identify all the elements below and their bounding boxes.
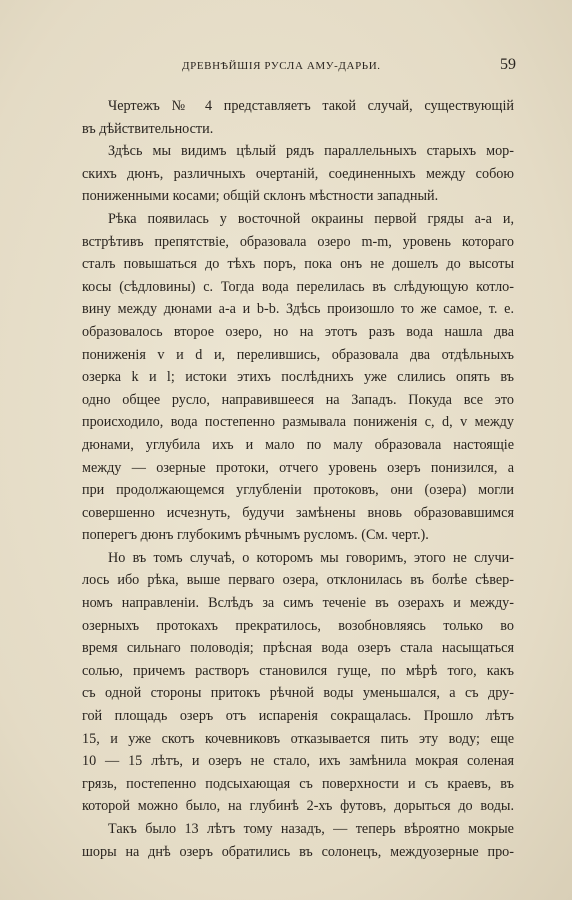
text-line: образовалось второе озеро, но на этотъ разъ вода нашла два — [82, 323, 514, 340]
text-line: номъ направленіи. Вслѣдъ за симъ теченіе въ озерахъ и между- — [82, 595, 514, 612]
text-line: которой можно было, на глубинѣ 2-хъ футовъ, дорыться до воды. — [82, 798, 514, 815]
text-line: лось ибо рѣка, выше перваго озера, отклонилась въ болѣе сѣвер- — [82, 572, 514, 589]
text-line: сталъ повышаться до тѣхъ поръ, пока онъ не дошелъ до высоты — [82, 256, 514, 273]
text-line: одно общее русло, направившееся на Западъ. Покуда все это — [82, 391, 514, 408]
text-line: 10 — 15 лѣтъ, и озеръ не стало, ихъ замѣнила мокрая соленая — [82, 753, 514, 770]
text-line: между — озерные протоки, отчего уровень озеръ понизился, а — [82, 459, 514, 476]
text-line: въ дѣйствительности. — [82, 120, 214, 137]
text-line: 15, и уже скотъ кочевниковъ отказывается пить эту воду; еще — [82, 730, 514, 747]
text-line: съ одной стороны притокъ рѣчной воды уменьшался, а съ дру- — [82, 685, 514, 702]
text-line: озерныхъ протокахъ прекратилось, возобновляясь только во — [82, 617, 514, 634]
page-header — [82, 58, 516, 80]
text-line: поперегъ дюнъ глубокимъ рѣчнымъ русломъ. (См. черт.). — [82, 527, 429, 544]
text-line: дюнами, углубила ихъ и мало по малу образовала настоящіе — [82, 436, 514, 453]
text-line: Такъ было 13 лѣтъ тому назадъ, — теперь вѣроятно мокрые — [108, 821, 514, 837]
text-line: скихъ дюнъ, различныхъ очертаній, соединенныхъ между собою — [82, 165, 514, 182]
text-line: Чертежъ № 4 представляетъ такой случай, существующій — [108, 98, 514, 114]
body-text — [82, 95, 514, 863]
text-line: косы (сѣдловины) с. Тогда вода перелилась въ слѣдующую котло- — [82, 278, 514, 295]
text-line: происходило, вода постепенно размывала пониженія с, d, v между — [82, 414, 514, 431]
text-line: вину между дюнами а-а и b-b. Здѣсь произошло то же самое, т. е. — [82, 301, 514, 318]
running-head: ДРЕВНѢЙШІЯ РУСЛА АМУ-ДАРЬИ. — [182, 60, 381, 72]
text-line: гой площадь озеръ отъ испаренія сокращалась. Прошло лѣтъ — [82, 708, 514, 725]
text-line: пониженными косами; общій склонъ мѣстности западный. — [82, 188, 439, 205]
page-number: 59 — [500, 56, 516, 73]
text-line: время сильнаго половодія; прѣсная вода озеръ стала насыщаться — [82, 640, 514, 657]
text-line: пониженія v и d и, перелившись, образовала два отдѣльныхъ — [82, 346, 514, 363]
text-line: солью, причемъ растворъ становился гуще, по мѣрѣ того, какъ — [82, 662, 514, 679]
text-line: грязь, постепенно подсыхающая съ поверхности и съ краевъ, въ — [82, 775, 514, 792]
text-line: при продолжающемся углубленіи протоковъ, они (озера) могли — [82, 482, 514, 499]
text-line: шоры на днѣ озеръ обратились въ солонецъ, междуозерные про- — [82, 843, 514, 860]
text-line: озерка k и l; истоки этихъ послѣднихъ уже слились опять въ — [82, 369, 514, 386]
text-line: Но въ томъ случаѣ, о которомъ мы говоримъ, этого не случи- — [108, 549, 514, 566]
text-line: встрѣтивъ препятствіе, образовала озеро m-m, уровень котораго — [82, 233, 514, 250]
text-line: совершенно исчезнуть, будучи замѣнены вновь образовавшимся — [82, 504, 514, 521]
text-line: Здѣсь мы видимъ цѣлый рядъ параллельныхъ старыхъ мор- — [108, 143, 514, 160]
text-line: Рѣка появилась у восточной окраины первой гряды а-а и, — [108, 210, 514, 227]
